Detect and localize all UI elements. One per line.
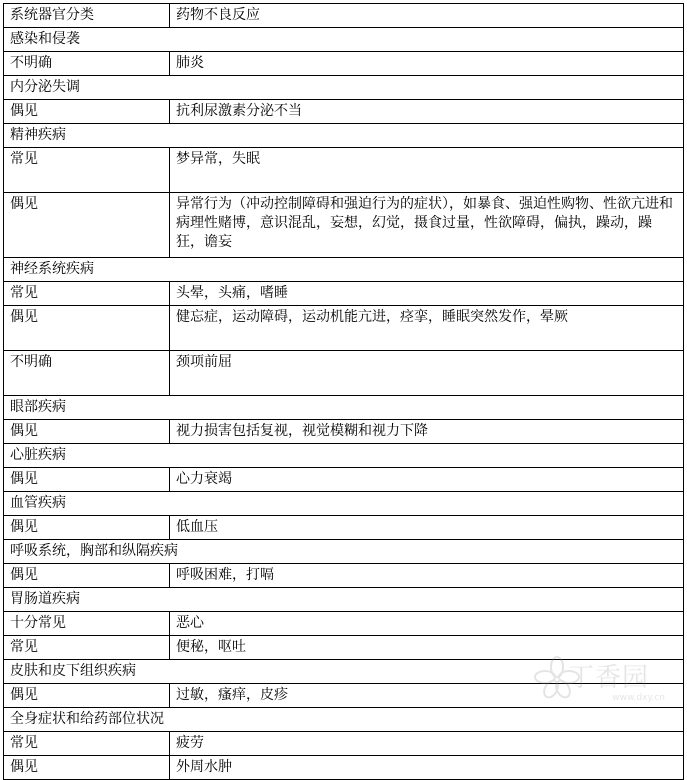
table-row: [4, 193, 684, 258]
frequency-cell: 偶见: [4, 564, 170, 588]
group-label: 胃肠道疾病: [4, 588, 684, 612]
reaction-cell: 心力衰竭: [170, 468, 684, 492]
group-row: [4, 492, 684, 516]
frequency-cell: 十分常见: [4, 612, 170, 636]
table-row: [4, 636, 684, 660]
reaction-cell: 异常行为（冲动控制障碍和强迫行为的症状），如暴食、强迫性购物、性欲亢进和病理性赌博，意识混乱，妄想，幻觉，摄食过量，性欲障碍，偏执，躁动，躁狂，谵妄: [170, 193, 684, 258]
header-adverse-reaction: 药物不良反应: [170, 4, 684, 28]
reaction-cell: 抗利尿激素分泌不当: [170, 100, 684, 124]
group-label: 皮肤和皮下组织疾病: [4, 660, 684, 684]
group-row: [4, 124, 684, 148]
reaction-cell: 健忘症，运动障碍，运动机能亢进，痉挛，睡眠突然发作，晕厥: [170, 306, 684, 351]
reaction-cell: 视力损害包括复视，视觉模糊和视力下降: [170, 420, 684, 444]
frequency-cell: 偶见: [4, 516, 170, 540]
group-row: [4, 396, 684, 420]
group-label: 心脏疾病: [4, 444, 684, 468]
reaction-cell: 恶心: [170, 612, 684, 636]
frequency-cell: 不明确: [4, 351, 170, 396]
reaction-cell: 便秘，呕吐: [170, 636, 684, 660]
header-system-organ-class: 系统器官分类: [4, 4, 170, 28]
table-row: [4, 148, 684, 193]
table-row: [4, 282, 684, 306]
group-label: 内分泌失调: [4, 76, 684, 100]
group-row: [4, 540, 684, 564]
group-row: [4, 28, 684, 52]
watermark-text: 丁香园: [567, 663, 649, 693]
table-row: [4, 306, 684, 351]
table-row: [4, 100, 684, 124]
group-label: 感染和侵袭: [4, 28, 684, 52]
group-row: [4, 708, 684, 732]
group-label: 神经系统疾病: [4, 258, 684, 282]
group-label: 精神疾病: [4, 124, 684, 148]
adverse-reaction-table: [3, 3, 684, 780]
group-label: 血管疾病: [4, 492, 684, 516]
reaction-cell: 呼吸困难，打嗝: [170, 564, 684, 588]
frequency-cell: 偶见: [4, 420, 170, 444]
reaction-cell: 低血压: [170, 516, 684, 540]
group-label: 呼吸系统，胸部和纵隔疾病: [4, 540, 684, 564]
frequency-cell: 偶见: [4, 756, 170, 780]
group-row: [4, 258, 684, 282]
frequency-cell: 常见: [4, 282, 170, 306]
table-row: [4, 756, 684, 780]
table-row: [4, 564, 684, 588]
frequency-cell: 不明确: [4, 52, 170, 76]
group-label: 全身症状和给药部位状况: [4, 708, 684, 732]
frequency-cell: 偶见: [4, 684, 170, 708]
reaction-cell: 颈项前屈: [170, 351, 684, 396]
table-row: [4, 52, 684, 76]
frequency-cell: 偶见: [4, 193, 170, 258]
table-row: [4, 516, 684, 540]
table-row: [4, 468, 684, 492]
reaction-cell: 过敏，瘙痒，皮疹: [170, 684, 684, 708]
table-row: [4, 612, 684, 636]
frequency-cell: 偶见: [4, 100, 170, 124]
group-row: [4, 444, 684, 468]
group-row: [4, 660, 684, 684]
header-row: [4, 4, 684, 28]
reaction-cell: 肺炎: [170, 52, 684, 76]
group-row: [4, 588, 684, 612]
reaction-cell: 梦异常，失眠: [170, 148, 684, 193]
table-row: [4, 351, 684, 396]
reaction-cell: 头晕，头痛，嗜睡: [170, 282, 684, 306]
reaction-cell: 外周水肿: [170, 756, 684, 780]
group-row: [4, 76, 684, 100]
frequency-cell: 常见: [4, 636, 170, 660]
frequency-cell: 常见: [4, 148, 170, 193]
frequency-cell: 偶见: [4, 306, 170, 351]
reaction-cell: 疲劳: [170, 732, 684, 756]
group-label: 眼部疾病: [4, 396, 684, 420]
watermark-url: www.dxy.cn: [612, 693, 665, 703]
frequency-cell: 偶见: [4, 468, 170, 492]
table-row: [4, 684, 684, 708]
table-row: [4, 420, 684, 444]
table-row: [4, 732, 684, 756]
frequency-cell: 常见: [4, 732, 170, 756]
